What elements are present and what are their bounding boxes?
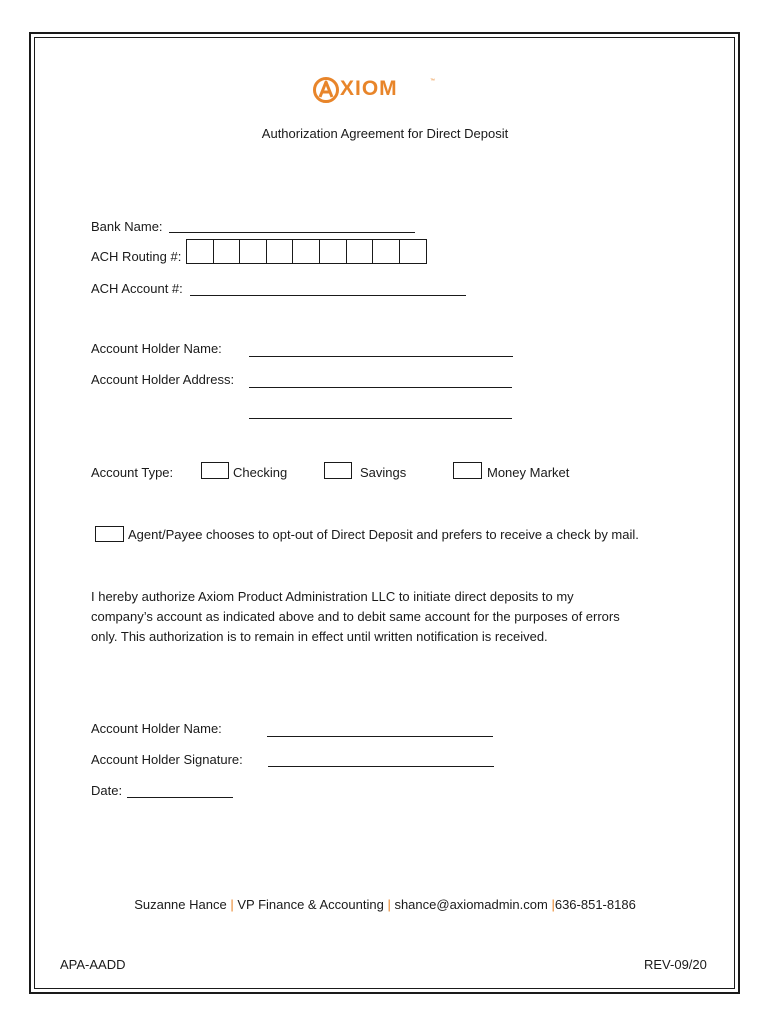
- ach-routing-label: ACH Routing #:: [91, 249, 182, 264]
- revision-code: REV-09/20: [644, 957, 707, 972]
- routing-digit-box[interactable]: [186, 239, 214, 264]
- routing-digit-box[interactable]: [399, 239, 427, 264]
- axiom-logo-mark-icon: [312, 76, 340, 104]
- authorization-line: I hereby authorize Axiom Product Administration LLC to initiate direct deposits to my: [91, 589, 574, 604]
- contact-email[interactable]: shance@axiomadmin.com: [394, 897, 548, 912]
- bank-name-field[interactable]: [169, 232, 415, 233]
- opt-out-text: Agent/Payee chooses to opt-out of Direct Deposit and prefers to receive a check by mail.: [128, 527, 639, 542]
- routing-digit-box[interactable]: [292, 239, 320, 264]
- axiom-logo: [312, 74, 435, 106]
- savings-checkbox[interactable]: [324, 462, 352, 479]
- holder-name-field[interactable]: [249, 356, 513, 357]
- footer-separator: |: [230, 897, 234, 912]
- authorization-line: company’s account as indicated above and to debit same account for the purposes of errors: [91, 609, 620, 624]
- footer-separator: |: [387, 897, 391, 912]
- signature-label: Account Holder Signature:: [91, 752, 243, 767]
- contact-phone: 636-851-8186: [554, 897, 636, 912]
- holder-address-field-line2[interactable]: [249, 418, 512, 419]
- account-type-label: Account Type:: [91, 465, 174, 480]
- holder-address-field-line1[interactable]: [249, 387, 512, 388]
- ach-routing-field[interactable]: [186, 239, 425, 264]
- routing-digit-box[interactable]: [346, 239, 374, 264]
- savings-option-label: Savings: [360, 465, 407, 480]
- authorization-line: only. This authorization is to remain in effect until written notification is received.: [91, 629, 548, 644]
- bank-name-label: Bank Name:: [91, 219, 163, 234]
- routing-digit-box[interactable]: [319, 239, 347, 264]
- signature-holder-name-field[interactable]: [267, 736, 493, 737]
- form-code: APA-AADD: [60, 957, 126, 972]
- authorization-statement: [91, 587, 701, 647]
- date-label: Date:: [91, 783, 123, 798]
- form-title: Authorization Agreement for Direct Deposit: [261, 126, 509, 141]
- opt-out-checkbox[interactable]: [95, 526, 124, 542]
- routing-digit-box[interactable]: [266, 239, 294, 264]
- axiom-logo-text: XIOM: [340, 77, 398, 100]
- trademark-symbol: ™: [430, 78, 435, 84]
- date-field[interactable]: [127, 797, 233, 798]
- signature-holder-name-label: Account Holder Name:: [91, 721, 222, 736]
- checking-option-label: Checking: [233, 465, 288, 480]
- page-border-inner: [34, 37, 735, 989]
- contact-footer: [0, 897, 770, 913]
- contact-name: Suzanne Hance: [134, 897, 227, 912]
- footer-separator: |: [551, 897, 555, 912]
- contact-title: VP Finance & Accounting: [237, 897, 384, 912]
- holder-name-label: Account Holder Name:: [91, 341, 222, 356]
- routing-digit-box[interactable]: [213, 239, 241, 264]
- routing-digit-box[interactable]: [372, 239, 400, 264]
- money-market-option-label: Money Market: [487, 465, 570, 480]
- signature-field[interactable]: [268, 766, 494, 767]
- checking-checkbox[interactable]: [201, 462, 229, 479]
- ach-account-label: ACH Account #:: [91, 281, 183, 296]
- ach-account-field[interactable]: [190, 295, 466, 296]
- routing-digit-box[interactable]: [239, 239, 267, 264]
- money-market-checkbox[interactable]: [453, 462, 482, 479]
- holder-address-label: Account Holder Address:: [91, 372, 235, 387]
